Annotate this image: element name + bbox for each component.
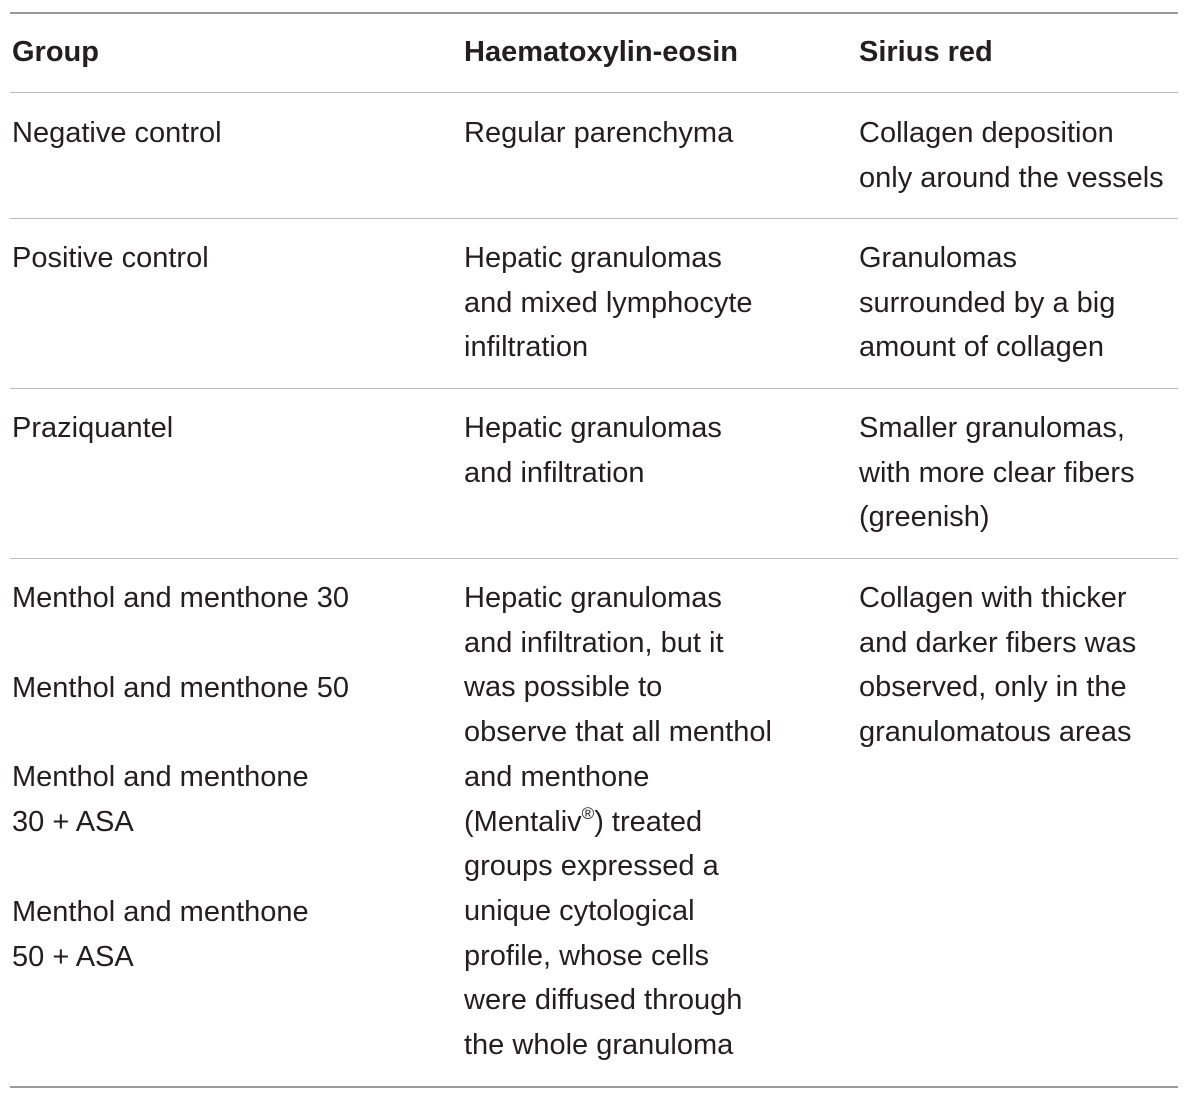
sr-cell bbox=[859, 111, 1164, 200]
he-text: and infiltration bbox=[464, 456, 645, 489]
he-text-mentaliv bbox=[464, 800, 772, 845]
sr-text: observed, only in the bbox=[859, 671, 1127, 704]
table-top-rule bbox=[10, 12, 1178, 14]
row-divider bbox=[10, 218, 1178, 219]
sr-text: surrounded by a big bbox=[859, 286, 1116, 319]
group-text: Positive control bbox=[12, 242, 209, 274]
he-text: infiltration bbox=[464, 331, 589, 364]
sr-text: Granulomas bbox=[859, 242, 1017, 274]
he-cell bbox=[464, 111, 733, 156]
group-text: Menthol and menthone bbox=[12, 895, 309, 928]
sr-text: granulomatous areas bbox=[859, 716, 1132, 749]
he-text: and menthone bbox=[464, 760, 650, 793]
he-text: and mixed lymphocyte bbox=[464, 286, 753, 319]
sr-text: amount of collagen bbox=[859, 331, 1105, 364]
sr-cell bbox=[859, 406, 1135, 540]
header-sirius-red: Sirius red bbox=[859, 36, 993, 68]
group-text: Menthol and menthone 50 bbox=[12, 671, 349, 704]
group-text: 50 + ASA bbox=[12, 940, 134, 973]
group-text: Menthol and menthone bbox=[12, 761, 309, 794]
sr-text: (greenish) bbox=[859, 501, 990, 534]
he-text: groups expressed a bbox=[464, 850, 719, 883]
header-haematoxylin-eosin: Haematoxylin-eosin bbox=[464, 36, 738, 68]
group-cell bbox=[12, 236, 209, 281]
group-text: Menthol and menthone 30 bbox=[12, 582, 349, 614]
group-text: 30 + ASA bbox=[12, 806, 134, 839]
he-text: Regular parenchyma bbox=[464, 117, 734, 149]
he-text: unique cytological bbox=[464, 894, 695, 927]
group-cell bbox=[12, 406, 173, 451]
he-text: and infiltration, but it bbox=[464, 626, 724, 659]
sr-cell bbox=[859, 576, 1136, 755]
registered-mark: ® bbox=[581, 803, 595, 823]
he-text: observe that all menthol bbox=[464, 716, 772, 749]
sr-text: with more clear fibers bbox=[859, 456, 1135, 489]
group-cell bbox=[12, 576, 349, 979]
he-text-mentaliv-post: ) treated bbox=[594, 805, 703, 838]
he-text: were diffused through bbox=[464, 984, 743, 1017]
sr-cell bbox=[859, 236, 1115, 370]
sr-text: only around the vessels bbox=[859, 161, 1164, 194]
header-group: Group bbox=[12, 36, 99, 68]
sr-text: Collagen with thicker bbox=[859, 582, 1127, 614]
sr-text: Collagen deposition bbox=[859, 117, 1114, 149]
row-divider bbox=[10, 388, 1178, 389]
he-text: was possible to bbox=[464, 671, 663, 704]
he-text-mentaliv-pre: (Mentaliv bbox=[464, 805, 582, 838]
he-cell bbox=[464, 406, 722, 495]
header-divider bbox=[10, 92, 1178, 93]
he-text: the whole granuloma bbox=[464, 1029, 734, 1062]
he-text: Hepatic granulomas bbox=[464, 582, 722, 614]
sr-text: Smaller granulomas, bbox=[859, 412, 1125, 444]
group-cell bbox=[12, 111, 222, 156]
group-text: Praziquantel bbox=[12, 412, 174, 444]
group-text: Negative control bbox=[12, 117, 222, 149]
he-text: Hepatic granulomas bbox=[464, 412, 722, 444]
he-text: Hepatic granulomas bbox=[464, 242, 722, 274]
sr-text: and darker fibers was bbox=[859, 626, 1137, 659]
he-cell bbox=[464, 576, 772, 1068]
row-divider bbox=[10, 558, 1178, 559]
he-cell bbox=[464, 236, 753, 370]
he-text: profile, whose cells bbox=[464, 939, 709, 972]
table-bottom-rule bbox=[10, 1086, 1178, 1088]
